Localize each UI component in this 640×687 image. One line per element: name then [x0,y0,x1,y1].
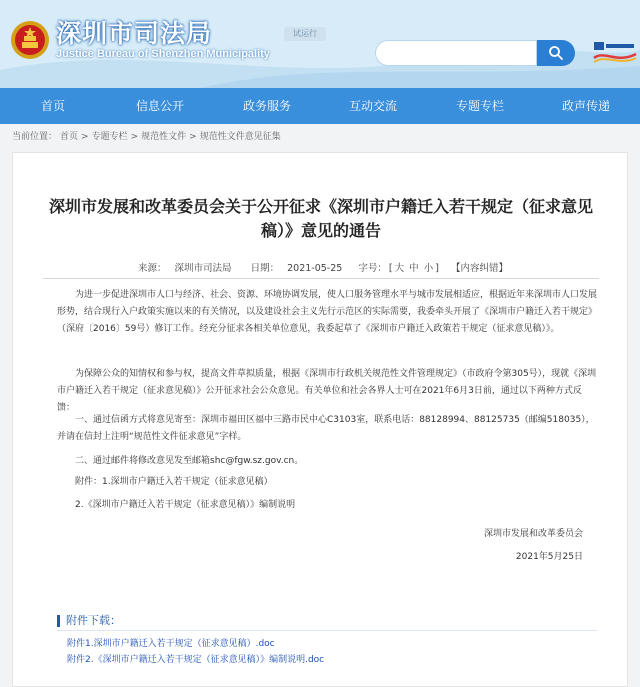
date-value: 2021-05-25 [287,263,343,274]
search-input[interactable] [375,40,537,66]
breadcrumb-item-home[interactable]: 首页 [60,132,79,142]
nav-item-info-disclosure[interactable]: 信息公开 [135,99,184,113]
trial-badge: 试运行 [284,27,326,41]
breadcrumb-item-normative-documents[interactable]: 规范性文件 [141,132,187,142]
source-value: 深圳市司法局 [174,263,232,274]
nav-item-special-topics[interactable]: 专题专栏 [455,99,504,113]
font-size-label: 字号： [358,263,387,274]
date-label: 日期： [250,263,280,274]
attachment-link-1[interactable]: 附件1.深圳市户籍迁入若干规定（征求意见稿）.doc [67,639,275,649]
attachments-divider [57,630,597,631]
article-title: 深圳市发展和改革委员会关于公开征求《深圳市户籍迁入若干规定（征求意见稿）》意见的通告 [48,197,593,240]
signature-date: 2021年5月25日 [515,552,583,562]
main-nav [0,88,640,124]
nav-item-interaction[interactable]: 互动交流 [348,99,397,113]
shenzhen-logo-icon[interactable] [592,38,638,66]
article-paragraph-1: 为进一步促进深圳市人口与经济、社会、资源、环境协调发展，使人口服务管理水平与城市发展相适应，根据近年来深圳市人口发展形势，结合现行入户政策实施以来的有关情况，以及建设社会主义先行示范区的实际需要，我委牵头开展了《深圳市户籍迁入若干规定》（深府〔2016〕59号）修订工作。经充分征求各相关单位意见，我委起草了《深圳市户籍迁入政策若干规定（征求意见稿）》。 [57,290,598,334]
article-attachment-note-2: 2.《深圳市户籍迁入若干规定（征求意见稿）》编制说明 [75,500,296,510]
article-card [12,152,628,687]
breadcrumb-item-opinion-collection[interactable]: 规范性文件意见征集 [199,132,281,142]
attachments-title: 附件下载： [57,615,121,627]
meta-divider [43,278,599,279]
breadcrumb-separator: > [189,132,197,142]
nav-item-government-voice[interactable]: 政声传递 [561,99,610,113]
article-paragraph-2: 为保障公众的知情权和参与权，提高文件草拟质量，根据《深圳市行政机关规范性文件管理规定》（市政府令第305号），现就《深圳市户籍迁入若干规定（征求意见稿）》公开征求社会公众意见。有关单位和社会各界人士可在2021年6月3日前，通过以下两种方式反馈： [57,369,597,413]
breadcrumb [12,129,284,142]
attachment-link-2[interactable]: 附件2.《深圳市户籍迁入若干规定（征求意见稿）》编制说明.doc [67,655,325,665]
article-attachment-note-1: 附件：1.深圳市户籍迁入若干规定（征求意见稿） [75,477,273,487]
breadcrumb-prefix: 当前位置： [12,132,58,142]
font-size-medium-button[interactable]: 中 [409,263,419,274]
site-title[interactable]: 深圳市司法局 [56,19,213,48]
article-meta [13,260,629,274]
breadcrumb-separator: > [81,132,89,142]
nav-item-home[interactable]: 首页 [40,99,65,113]
search-icon [548,45,564,61]
nav-item-government-services[interactable]: 政务服务 [242,99,291,113]
site-subtitle: Justice Bureau of Shenzhen Municipality [56,48,270,60]
font-size-control: 字号： [ 大 中 小 ] [358,263,439,274]
breadcrumb-item-special-topics[interactable]: 专题专栏 [91,132,128,142]
font-size-large-button[interactable]: 大 [394,263,405,274]
site-header [0,0,640,88]
search-button[interactable] [537,40,575,66]
signature-org: 深圳市发展和改革委员会 [483,529,583,539]
font-size-small-button[interactable]: 小 [423,263,434,274]
content-correction-link[interactable]: 【内容纠错】 [450,263,508,274]
article-paragraph-4: 二、通过邮件将修改意见发至邮箱shc@fgw.sz.gov.cn。 [75,456,304,466]
article-paragraph-3: 一、通过信函方式将意见寄至：深圳市福田区福中三路市民中心C3103室，联系电话：88128994、88125735（邮编518035），并请在信封上注明“规范性文件征求意见”字样。 [57,415,595,442]
breadcrumb-separator: > [130,132,139,142]
national-emblem-icon [10,18,50,62]
source-label: 来源： [138,263,167,274]
